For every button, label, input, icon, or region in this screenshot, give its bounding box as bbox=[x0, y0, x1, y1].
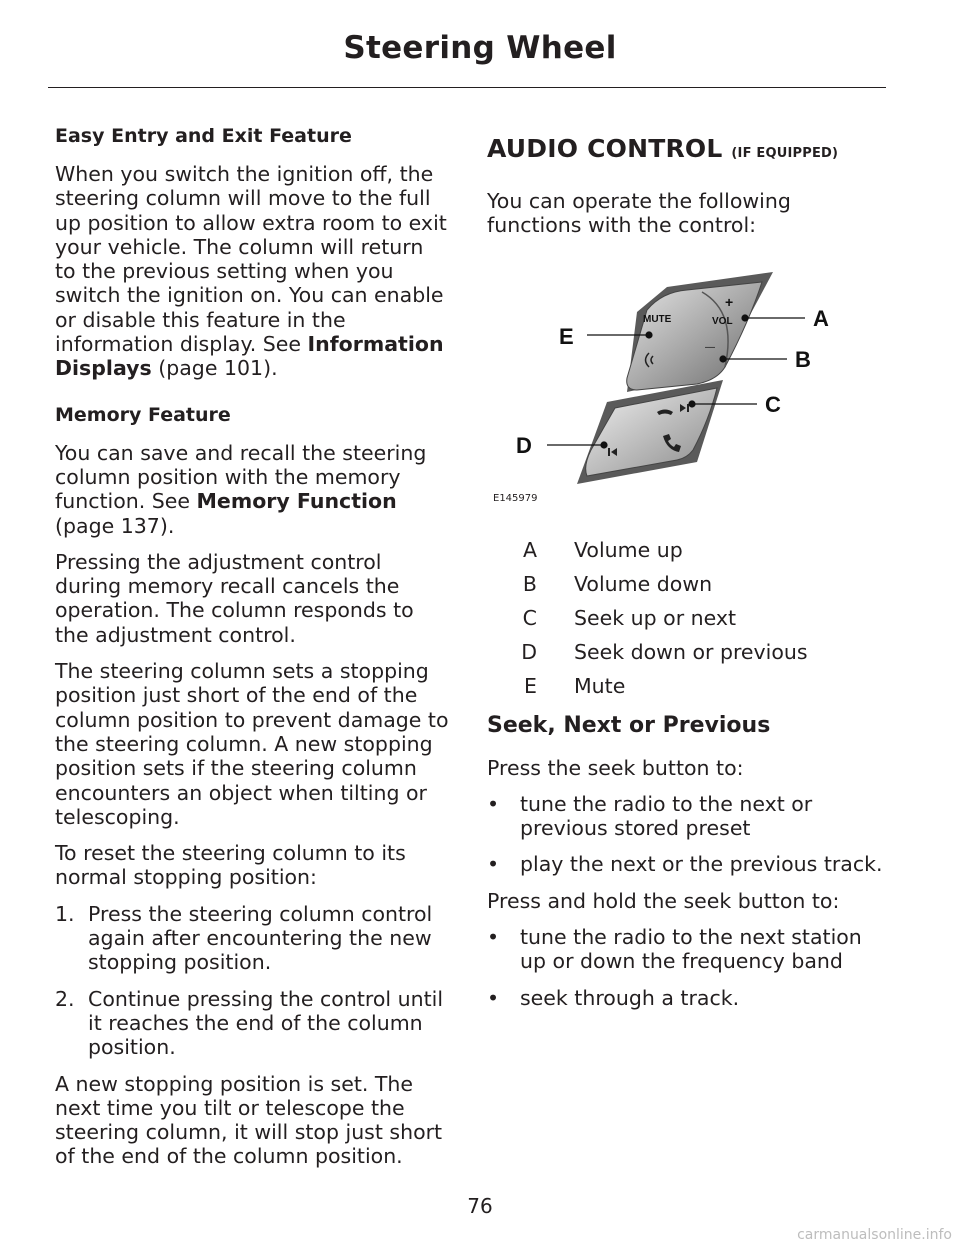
legend-key: B bbox=[522, 571, 537, 596]
plus-glyph: + bbox=[725, 293, 734, 310]
seek-button[interactable] bbox=[586, 388, 717, 476]
legend-label: Volume down bbox=[574, 571, 713, 596]
audio-control-figure bbox=[487, 252, 887, 512]
adjustment-paragraph: Pressing the adjustment control during memory recall cancels the operation. The column responds to the adjustment control. bbox=[55, 549, 414, 647]
legend-key: C bbox=[522, 605, 537, 630]
bullet: • bbox=[487, 985, 500, 1010]
vol-button-text: VOL bbox=[712, 315, 733, 327]
list-item bbox=[487, 986, 887, 1010]
list-item bbox=[487, 925, 887, 974]
list-item bbox=[55, 902, 450, 975]
bullet-text: tune the radio to the next station up or down the frequency band bbox=[520, 925, 862, 974]
callout-label-e: E bbox=[559, 323, 574, 349]
watermark: carmanualsonline.info bbox=[797, 1227, 952, 1243]
reset-paragraph: To reset the steering column to its normal stopping position: bbox=[55, 841, 406, 890]
legend-key: A bbox=[522, 537, 537, 562]
left-column bbox=[55, 124, 450, 1181]
callout-label-a: A bbox=[813, 305, 829, 331]
page-number: 76 bbox=[467, 1194, 493, 1218]
step-number: 2. bbox=[55, 986, 75, 1011]
legend-label: Mute bbox=[574, 673, 626, 698]
title-divider bbox=[48, 87, 886, 88]
step-text: Continue pressing the control until it reaches the end of the column position. bbox=[88, 986, 444, 1060]
step-text: Press the steering column control again after encountering the new stopping position. bbox=[88, 901, 433, 975]
press-seek-paragraph: Press the seek button to: bbox=[487, 755, 744, 780]
legend-key: E bbox=[524, 673, 537, 698]
bullet-text: seek through a track. bbox=[520, 985, 740, 1010]
list-item bbox=[55, 987, 450, 1060]
memory-feature-heading: Memory Feature bbox=[55, 403, 231, 426]
legend-row bbox=[487, 538, 887, 562]
list-item bbox=[487, 792, 887, 841]
figure-id: E145979 bbox=[493, 492, 538, 504]
easy-entry-page-ref: (page 101). bbox=[151, 356, 278, 381]
hold-seek-paragraph: Press and hold the seek button to: bbox=[487, 888, 840, 913]
legend-row bbox=[487, 640, 887, 664]
bullet-text: tune the radio to the next or previous stored preset bbox=[520, 791, 813, 841]
audio-intro-paragraph: You can operate the following functions with the control: bbox=[487, 189, 791, 238]
press-seek-list bbox=[487, 792, 887, 877]
bullet: • bbox=[487, 925, 500, 950]
memory-function-link[interactable]: Memory Function bbox=[196, 489, 397, 514]
callout-dot-e bbox=[646, 332, 652, 338]
audio-control-title: AUDIO CONTROL bbox=[487, 134, 723, 163]
callout-dot-a bbox=[742, 315, 748, 321]
minus-glyph: — bbox=[705, 341, 715, 353]
callout-dot-c bbox=[689, 401, 695, 407]
bullet: • bbox=[487, 791, 500, 816]
callout-dot-d bbox=[601, 442, 607, 448]
bullet-text: play the next or the previous track. bbox=[520, 852, 883, 877]
audio-control-heading bbox=[487, 134, 887, 163]
mute-button-text: MUTE bbox=[643, 313, 672, 325]
legend-key: D bbox=[521, 639, 537, 664]
easy-entry-heading: Easy Entry and Exit Feature bbox=[55, 125, 352, 147]
legend-label: Volume up bbox=[574, 537, 683, 562]
page-title: Steering Wheel bbox=[343, 30, 617, 66]
memory-feature-page-ref: (page 137). bbox=[55, 513, 175, 538]
memory-feature-text: You can save and recall the steering column position with the memory function. See bbox=[55, 440, 427, 514]
bullet: • bbox=[487, 852, 500, 877]
easy-entry-text: When you switch the ignition off, the steering column will move to the full up position to allow extra room to exit your vehicle. The column will return to the previous setting when you switch the ignition on. You can enable or disable this feature in the information display. See bbox=[55, 162, 447, 357]
list-item bbox=[487, 852, 887, 876]
legend-row bbox=[487, 674, 887, 698]
if-equipped-tag: (IF EQUIPPED) bbox=[731, 146, 839, 161]
reset-steps-list bbox=[55, 902, 450, 1060]
steering-audio-buttons-illustration bbox=[487, 252, 887, 512]
callout-label-d: D bbox=[516, 432, 532, 458]
legend-row bbox=[487, 606, 887, 630]
callout-dot-b bbox=[720, 356, 726, 362]
legend-label: Seek down or previous bbox=[574, 639, 808, 664]
information-displays-link[interactable]: Information Displays bbox=[55, 332, 444, 381]
legend-label: Seek up or next bbox=[574, 605, 737, 630]
hold-seek-list bbox=[487, 925, 887, 1010]
seek-heading: Seek, Next or Previous bbox=[487, 712, 771, 738]
legend-row bbox=[487, 572, 887, 596]
memory-feature-paragraph bbox=[55, 441, 450, 538]
callout-label-c: C bbox=[765, 391, 781, 417]
figure-legend bbox=[487, 538, 887, 698]
callout-label-b: B bbox=[795, 346, 811, 372]
right-column bbox=[487, 124, 887, 1022]
final-paragraph: A new stopping position is set. The next time you tilt or telescope the steering column, it will stop just short of the end of the column position. bbox=[55, 1071, 443, 1169]
easy-entry-paragraph bbox=[55, 162, 450, 381]
step-number: 1. bbox=[55, 901, 75, 926]
stopping-position-paragraph: The steering column sets a stopping position just short of the end of the column position to prevent damage to the steering column. A new stopping position sets if the steering column encounters an object when tilting or telescoping. bbox=[55, 659, 449, 829]
